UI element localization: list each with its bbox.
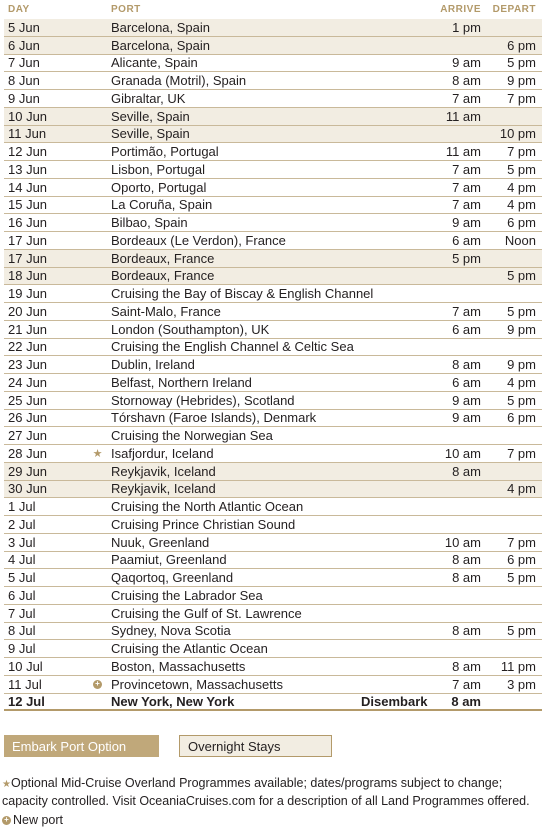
port-cell: Belfast, Northern Ireland xyxy=(111,374,252,390)
port-cell: Sydney, Nova Scotia xyxy=(111,623,231,639)
port-cell: Stornoway (Hebrides), Scotland xyxy=(111,392,295,408)
arrive-cell: 7 am xyxy=(452,179,481,195)
day-cell: 6 Jul xyxy=(8,587,36,603)
day-cell: 5 Jul xyxy=(8,570,36,586)
legend-overnight-stays: Overnight Stays xyxy=(179,735,332,757)
star-icon: ★ xyxy=(2,779,11,790)
day-cell: 4 Jul xyxy=(8,552,36,568)
day-cell: 24 Jun xyxy=(8,374,48,390)
port-cell: Cruising the English Channel & Celtic Sea xyxy=(111,339,354,355)
arrive-cell: 10 am xyxy=(444,445,481,461)
depart-cell: 3 pm xyxy=(507,676,536,692)
port-cell: Alicante, Spain xyxy=(111,55,198,71)
table-row xyxy=(4,72,542,90)
table-row xyxy=(4,516,542,534)
port-cell: La Coruña, Spain xyxy=(111,197,213,213)
table-row xyxy=(4,143,542,161)
port-cell: Cruising the Atlantic Ocean xyxy=(111,641,268,657)
arrive-cell: 10 am xyxy=(444,534,481,550)
table-row xyxy=(4,534,542,552)
day-cell: 10 Jun xyxy=(8,108,48,124)
day-cell: 11 Jun xyxy=(8,126,47,142)
port-cell: Seville, Spain xyxy=(111,108,190,124)
depart-cell: 4 pm xyxy=(507,481,536,497)
depart-cell: 4 pm xyxy=(507,179,536,195)
day-cell: 22 Jun xyxy=(8,339,48,355)
table-body xyxy=(4,19,542,711)
day-cell: 12 Jul xyxy=(8,693,45,709)
port-cell: Dublin, Ireland xyxy=(111,357,195,373)
arrive-cell: 1 pm xyxy=(452,19,481,35)
arrive-cell: 6 am xyxy=(452,321,481,337)
port-cell: Barcelona, Spain xyxy=(111,37,211,53)
port-cell: Qaqortoq, Greenland xyxy=(111,570,234,586)
port-cell: Cruising the Labrador Sea xyxy=(111,587,263,603)
arrive-cell: 7 am xyxy=(452,197,481,213)
day-cell: 27 Jun xyxy=(8,428,48,444)
mark-cell xyxy=(84,447,111,460)
table-row xyxy=(4,374,542,392)
header-depart: DEPART xyxy=(492,4,536,15)
footnote-text: Optional Mid-Cruise Overland Programmes available; dates/programs subject to change; capacity controlled. Visit OceaniaCruises.com for a description of all Land Programmes offered. xyxy=(2,776,530,808)
note-cell: Disembark xyxy=(361,693,428,709)
table-row xyxy=(4,285,542,303)
day-cell: 2 Jul xyxy=(8,516,36,532)
day-cell: 21 Jun xyxy=(8,321,48,337)
arrive-cell: 7 am xyxy=(452,90,481,106)
depart-cell: 4 pm xyxy=(507,374,536,390)
itinerary-table xyxy=(4,0,542,711)
depart-cell: 7 pm xyxy=(507,534,536,550)
port-cell: Tórshavn (Faroe Islands), Denmark xyxy=(111,410,317,426)
port-cell: Bordeaux, France xyxy=(111,268,215,284)
footnote xyxy=(2,775,542,809)
arrive-cell: 7 am xyxy=(452,676,481,692)
day-cell: 1 Jul xyxy=(8,499,36,515)
day-cell: 7 Jul xyxy=(8,605,36,621)
port-cell: Bilbao, Spain xyxy=(111,215,188,231)
port-cell: Oporto, Portugal xyxy=(111,179,207,195)
port-cell: Granada (Motril), Spain xyxy=(111,73,247,89)
arrive-cell: 8 am xyxy=(452,623,481,639)
new-port-icon: + xyxy=(2,816,11,825)
depart-cell: 7 pm xyxy=(507,90,536,106)
table-row xyxy=(4,445,542,463)
arrive-cell: 9 am xyxy=(452,55,481,71)
day-cell: 25 Jun xyxy=(8,392,48,408)
day-cell: 9 Jun xyxy=(8,90,40,106)
arrive-cell: 8 am xyxy=(452,552,481,568)
table-row xyxy=(4,37,542,55)
header-arrive: ARRIVE xyxy=(440,4,481,15)
new-port-icon: + xyxy=(93,680,102,689)
depart-cell: 5 pm xyxy=(507,392,536,408)
day-cell: 26 Jun xyxy=(8,410,48,426)
arrive-cell: 8 am xyxy=(452,658,481,674)
depart-cell: 10 pm xyxy=(499,126,536,142)
table-row xyxy=(4,392,542,410)
table-row xyxy=(4,569,542,587)
header-day: DAY xyxy=(8,4,30,15)
depart-cell: 5 pm xyxy=(507,623,536,639)
depart-cell: 5 pm xyxy=(507,55,536,71)
port-cell: Cruising the Norwegian Sea xyxy=(111,428,273,444)
port-cell: Lisbon, Portugal xyxy=(111,161,205,177)
port-cell: Boston, Massachusetts xyxy=(111,658,246,674)
table-row xyxy=(4,126,542,144)
depart-cell: 7 pm xyxy=(507,144,536,160)
port-cell: Reykjavik, Iceland xyxy=(111,463,216,479)
day-cell: 5 Jun xyxy=(8,19,40,35)
day-cell: 6 Jun xyxy=(8,37,40,53)
port-cell: Paamiut, Greenland xyxy=(111,552,227,568)
arrive-cell: 11 am xyxy=(445,144,481,160)
table-row xyxy=(4,552,542,570)
table-row xyxy=(4,303,542,321)
port-cell: Cruising the North Atlantic Ocean xyxy=(111,499,304,515)
day-cell: 16 Jun xyxy=(8,215,48,231)
arrive-cell: 11 am xyxy=(445,108,481,124)
day-cell: 30 Jun xyxy=(8,481,48,497)
header-port: PORT xyxy=(111,4,141,15)
day-cell: 8 Jul xyxy=(8,623,36,639)
port-cell: Barcelona, Spain xyxy=(111,19,211,35)
day-cell: 17 Jun xyxy=(8,232,48,248)
table-row xyxy=(4,658,542,676)
arrive-cell: 9 am xyxy=(452,215,481,231)
table-row xyxy=(4,463,542,481)
day-cell: 15 Jun xyxy=(8,197,48,213)
depart-cell: 9 pm xyxy=(507,357,536,373)
day-cell: 10 Jul xyxy=(8,658,43,674)
port-cell: Portimão, Portugal xyxy=(111,144,219,160)
table-row xyxy=(4,676,542,694)
day-cell: 11 Jul xyxy=(8,676,42,692)
depart-cell: 6 pm xyxy=(507,552,536,568)
depart-cell: 5 pm xyxy=(507,161,536,177)
port-cell: Isafjordur, Iceland xyxy=(111,445,214,461)
arrive-cell: 5 pm xyxy=(452,250,481,266)
table-row xyxy=(4,55,542,73)
depart-cell: 6 pm xyxy=(507,215,536,231)
depart-cell: 6 pm xyxy=(507,410,536,426)
depart-cell: 11 pm xyxy=(500,658,536,674)
table-row xyxy=(4,427,542,445)
table-row xyxy=(4,640,542,658)
table-row xyxy=(4,250,542,268)
arrive-cell: 9 am xyxy=(452,392,481,408)
depart-cell: 6 pm xyxy=(507,37,536,53)
table-row xyxy=(4,179,542,197)
arrive-cell: 8 am xyxy=(452,357,481,373)
depart-cell: 5 pm xyxy=(507,303,536,319)
new-port-label: New port xyxy=(13,813,64,827)
depart-cell: Noon xyxy=(504,232,536,248)
arrive-cell: 7 am xyxy=(452,303,481,319)
day-cell: 3 Jul xyxy=(8,534,36,550)
star-icon: ★ xyxy=(92,447,103,460)
table-row xyxy=(4,623,542,641)
day-cell: 7 Jun xyxy=(8,55,40,71)
arrive-cell: 8 am xyxy=(452,73,481,89)
day-cell: 9 Jul xyxy=(8,641,36,657)
table-row xyxy=(4,321,542,339)
port-cell: Provincetown, Massachusetts xyxy=(111,676,283,692)
port-cell: Bordeaux, France xyxy=(111,250,215,266)
port-cell: Seville, Spain xyxy=(111,126,190,142)
day-cell: 8 Jun xyxy=(8,73,40,89)
day-cell: 13 Jun xyxy=(8,161,48,177)
depart-cell: 4 pm xyxy=(507,197,536,213)
day-cell: 29 Jun xyxy=(8,463,48,479)
table-row xyxy=(4,214,542,232)
day-cell: 23 Jun xyxy=(8,357,48,373)
table-row xyxy=(4,498,542,516)
port-cell: Bordeaux (Le Verdon), France xyxy=(111,232,286,248)
arrive-cell: 8 am xyxy=(452,463,481,479)
depart-cell: 7 pm xyxy=(507,445,536,461)
depart-cell: 9 pm xyxy=(507,321,536,337)
day-cell: 12 Jun xyxy=(8,144,48,160)
table-row xyxy=(4,19,542,37)
table-row xyxy=(4,268,542,286)
depart-cell: 9 pm xyxy=(507,73,536,89)
table-row xyxy=(4,108,542,126)
legend-embark-port: Embark Port Option xyxy=(4,735,159,757)
port-cell: Nuuk, Greenland xyxy=(111,534,210,550)
port-cell: Cruising Prince Christian Sound xyxy=(111,516,296,532)
port-cell: Saint-Malo, France xyxy=(111,303,221,319)
arrive-cell: 8 am xyxy=(451,693,481,709)
day-cell: 17 Jun xyxy=(8,250,48,266)
table-row xyxy=(4,587,542,605)
depart-cell: 5 pm xyxy=(507,570,536,586)
port-cell: Reykjavik, Iceland xyxy=(111,481,216,497)
table-row xyxy=(4,694,542,712)
port-cell: New York, New York xyxy=(111,693,235,709)
table-header xyxy=(4,0,542,19)
table-row xyxy=(4,410,542,428)
port-cell: Gibraltar, UK xyxy=(111,90,186,106)
day-cell: 19 Jun xyxy=(8,286,48,302)
arrive-cell: 8 am xyxy=(452,570,481,586)
table-row xyxy=(4,605,542,623)
arrive-cell: 9 am xyxy=(452,410,481,426)
table-row xyxy=(4,232,542,250)
new-port-note xyxy=(2,813,63,827)
table-row xyxy=(4,161,542,179)
day-cell: 18 Jun xyxy=(8,268,48,284)
port-cell: Cruising the Gulf of St. Lawrence xyxy=(111,605,302,621)
table-row xyxy=(4,339,542,357)
arrive-cell: 7 am xyxy=(452,161,481,177)
table-row xyxy=(4,481,542,499)
day-cell: 14 Jun xyxy=(8,179,48,195)
arrive-cell: 6 am xyxy=(452,374,481,390)
depart-cell: 5 pm xyxy=(507,268,536,284)
port-cell: Cruising the Bay of Biscay & English Channel xyxy=(111,286,374,302)
table-row xyxy=(4,197,542,215)
arrive-cell: 6 am xyxy=(452,232,481,248)
port-cell: London (Southampton), UK xyxy=(111,321,270,337)
table-row xyxy=(4,356,542,374)
table-row xyxy=(4,90,542,108)
day-cell: 20 Jun xyxy=(8,303,48,319)
day-cell: 28 Jun xyxy=(8,445,48,461)
legend xyxy=(4,735,332,757)
mark-cell xyxy=(84,680,111,689)
